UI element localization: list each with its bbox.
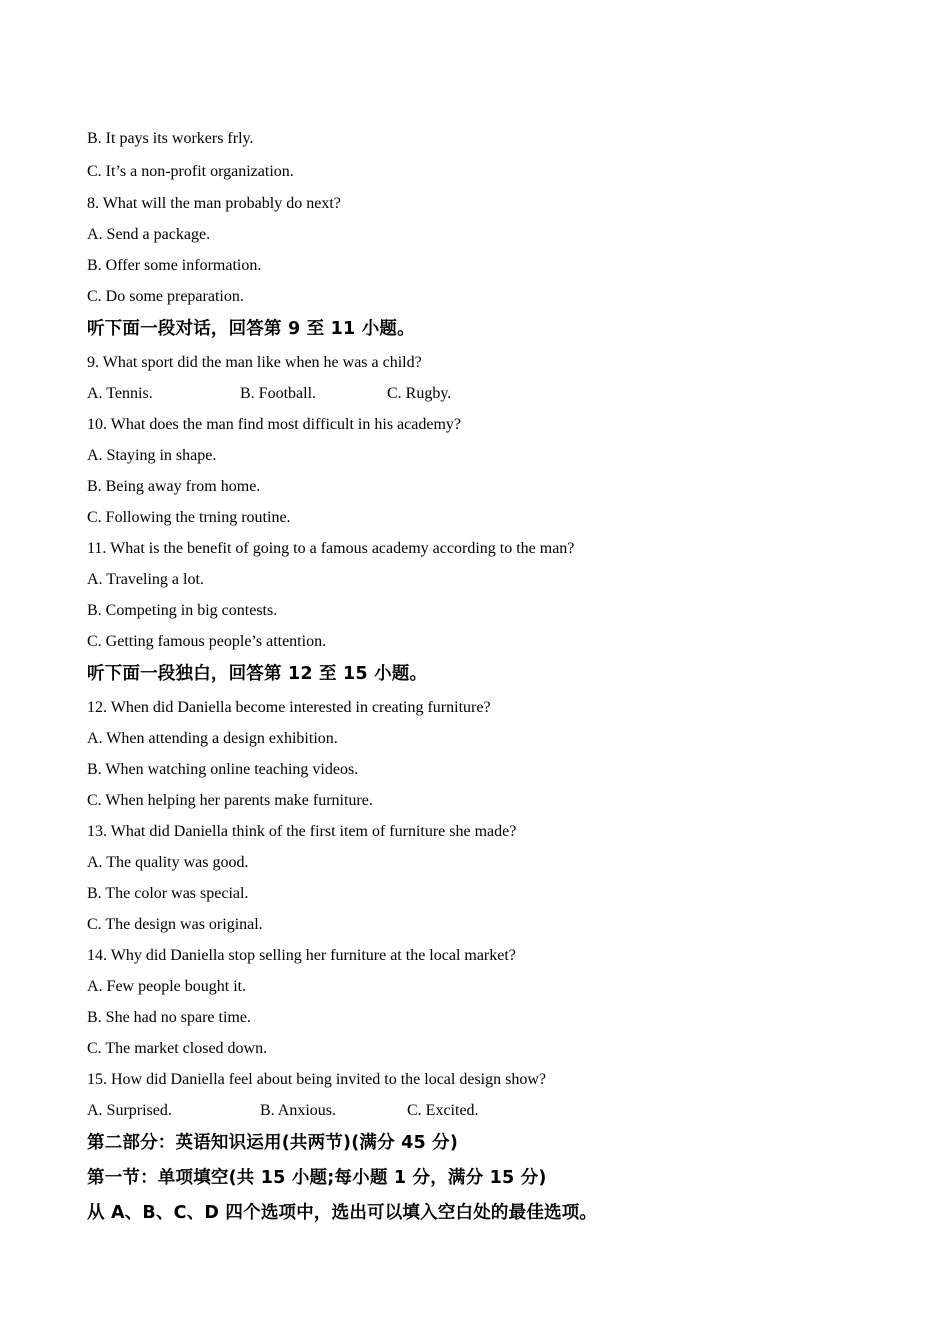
q11-option-c: C. Getting famous people’s attention. — [87, 633, 327, 650]
q13-option-a: A. The quality was good. — [87, 854, 249, 871]
section-heading-12-15: 听下面一段独白，回答第 12 至 15 小题。 — [87, 664, 428, 684]
document-page — [87, 122, 887, 1231]
q10-option-a: A. Staying in shape. — [87, 447, 217, 464]
q8-question: 8. What will the man probably do next? — [87, 195, 341, 212]
q10-option-b: B. Being away from home. — [87, 478, 261, 495]
part2-title: 第二部分：英语知识运用(共两节)(满分 45 分) — [87, 1133, 459, 1153]
q12-option-a: A. When attending a design exhibition. — [87, 730, 338, 747]
q12-option-c: C. When helping her parents make furniture. — [87, 792, 373, 809]
q13-question: 13. What did Daniella think of the first item of furniture she made? — [87, 823, 517, 840]
q11-option-a: A. Traveling a lot. — [87, 571, 204, 588]
q7-option-b: B. It pays its workers frly. — [87, 130, 254, 147]
q15-options — [87, 1095, 887, 1126]
q9-question: 9. What sport did the man like when he was a child? — [87, 354, 422, 371]
q15-option-a: A. Surprised. — [87, 1102, 172, 1119]
q10-option-c: C. Following the trning routine. — [87, 509, 291, 526]
q11-question: 11. What is the benefit of going to a famous academy according to the man? — [87, 540, 575, 557]
q10-question: 10. What does the man find most difficult in his academy? — [87, 416, 461, 433]
q7-option-c: C. It’s a non-profit organization. — [87, 163, 294, 180]
q9-option-a: A. Tennis. — [87, 385, 153, 402]
q13-option-b: B. The color was special. — [87, 885, 249, 902]
q14-option-a: A. Few people bought it. — [87, 978, 247, 995]
q15-option-c: C. Excited. — [407, 1102, 479, 1119]
part2-section1-title: 第一节：单项填空(共 15 小题;每小题 1 分，满分 15 分) — [87, 1168, 547, 1188]
q9-option-c: C. Rugby. — [387, 385, 452, 402]
q11-option-b: B. Competing in big contests. — [87, 602, 278, 619]
q14-option-b: B. She had no spare time. — [87, 1009, 251, 1026]
q9-option-b: B. Football. — [240, 385, 317, 402]
q8-option-a: A. Send a package. — [87, 226, 211, 243]
q12-option-b: B. When watching online teaching videos. — [87, 761, 359, 778]
part2-instruction: 从 A、B、C、D 四个选项中，选出可以填入空白处的最佳选项。 — [87, 1203, 598, 1223]
q8-option-c: C. Do some preparation. — [87, 288, 244, 305]
section-heading-9-11: 听下面一段对话，回答第 9 至 11 小题。 — [87, 319, 415, 339]
q8-option-b: B. Offer some information. — [87, 257, 262, 274]
q12-question: 12. When did Daniella become interested in creating furniture? — [87, 699, 491, 716]
q14-option-c: C. The market closed down. — [87, 1040, 268, 1057]
q15-option-b: B. Anxious. — [260, 1102, 337, 1119]
q14-question: 14. Why did Daniella stop selling her furniture at the local market? — [87, 947, 516, 964]
q15-question: 15. How did Daniella feel about being invited to the local design show? — [87, 1071, 546, 1088]
q13-option-c: C. The design was original. — [87, 916, 263, 933]
q9-options — [87, 378, 887, 409]
